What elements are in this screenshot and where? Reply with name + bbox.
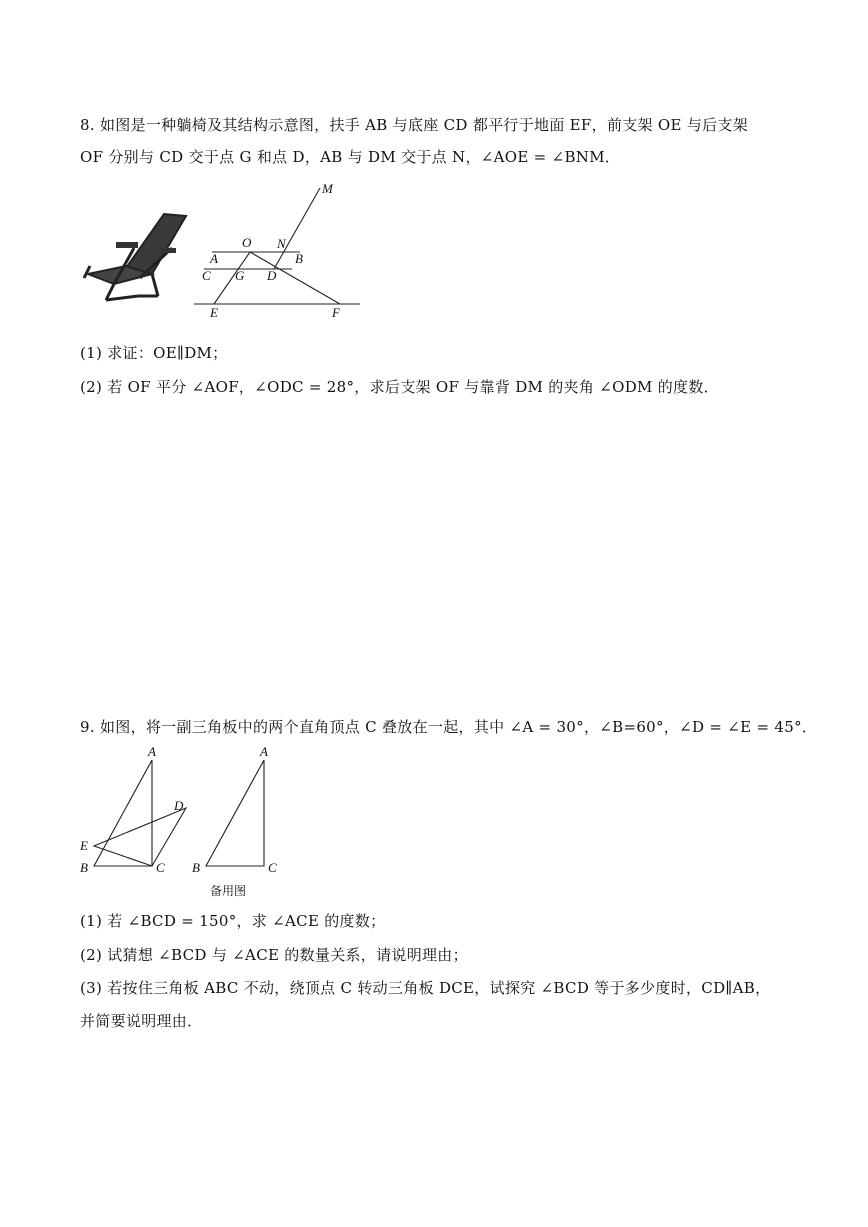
q9-triangle-diagrams bbox=[76, 740, 296, 900]
fig1-label-E: E bbox=[80, 838, 88, 853]
fig2-label-A: A bbox=[260, 744, 268, 759]
q8-line1: 8. 如图是一种躺椅及其结构示意图，扶手 AB 与底座 CD 都平行于地面 EF，前支架 OE 与后支架 bbox=[80, 116, 749, 134]
label-O: O bbox=[242, 235, 252, 250]
label-A: A bbox=[210, 251, 218, 266]
label-G: G bbox=[235, 268, 245, 283]
label-D: D bbox=[267, 268, 277, 283]
label-M: M bbox=[322, 181, 333, 196]
fig1-label-A: A bbox=[148, 744, 156, 759]
q9-part1: (1) 若 ∠BCD = 150°，求 ∠ACE 的度数； bbox=[80, 912, 386, 930]
fig2-label-B: B bbox=[192, 860, 200, 875]
label-E: E bbox=[210, 305, 218, 320]
label-F: F bbox=[332, 305, 340, 320]
label-N: N bbox=[277, 236, 286, 251]
fig1-label-B: B bbox=[80, 860, 88, 875]
recliner-chair-image bbox=[76, 208, 194, 304]
q8-geometry-diagram bbox=[194, 180, 360, 320]
q8-part1: (1) 求证：OE∥DM； bbox=[80, 344, 228, 362]
q9-line1: 9. 如图，将一副三角板中的两个直角顶点 C 叠放在一起，其中 ∠A = 30°，∠B=60°，∠D = ∠E = 45°． bbox=[80, 718, 818, 736]
label-C: C bbox=[202, 268, 211, 283]
q9-part2: (2) 试猜想 ∠BCD 与 ∠ACE 的数量关系，请说明理由； bbox=[80, 946, 468, 964]
q9-part3: (3) 若按住三角板 ABC 不动，绕顶点 C 转动三角板 DCE，试探究 ∠BCD 等于多少度时，CD∥AB， bbox=[80, 979, 771, 997]
fig1-label-D: D bbox=[174, 798, 184, 813]
fig1-label-C: C bbox=[156, 860, 165, 875]
backup-figure-caption: 备用图 bbox=[210, 884, 247, 898]
label-B: B bbox=[295, 251, 303, 266]
q8-part2: (2) 若 OF 平分 ∠AOF，∠ODC = 28°，求后支架 OF 与靠背 DM 的夹角 ∠ODM 的度数． bbox=[80, 378, 719, 396]
q8-line2: OF 分别与 CD 交于点 G 和点 D，AB 与 DM 交于点 N，∠AOE = ∠BNM． bbox=[80, 148, 621, 166]
fig2-label-C: C bbox=[268, 860, 277, 875]
q9-part3-continued: 并简要说明理由． bbox=[80, 1012, 203, 1030]
